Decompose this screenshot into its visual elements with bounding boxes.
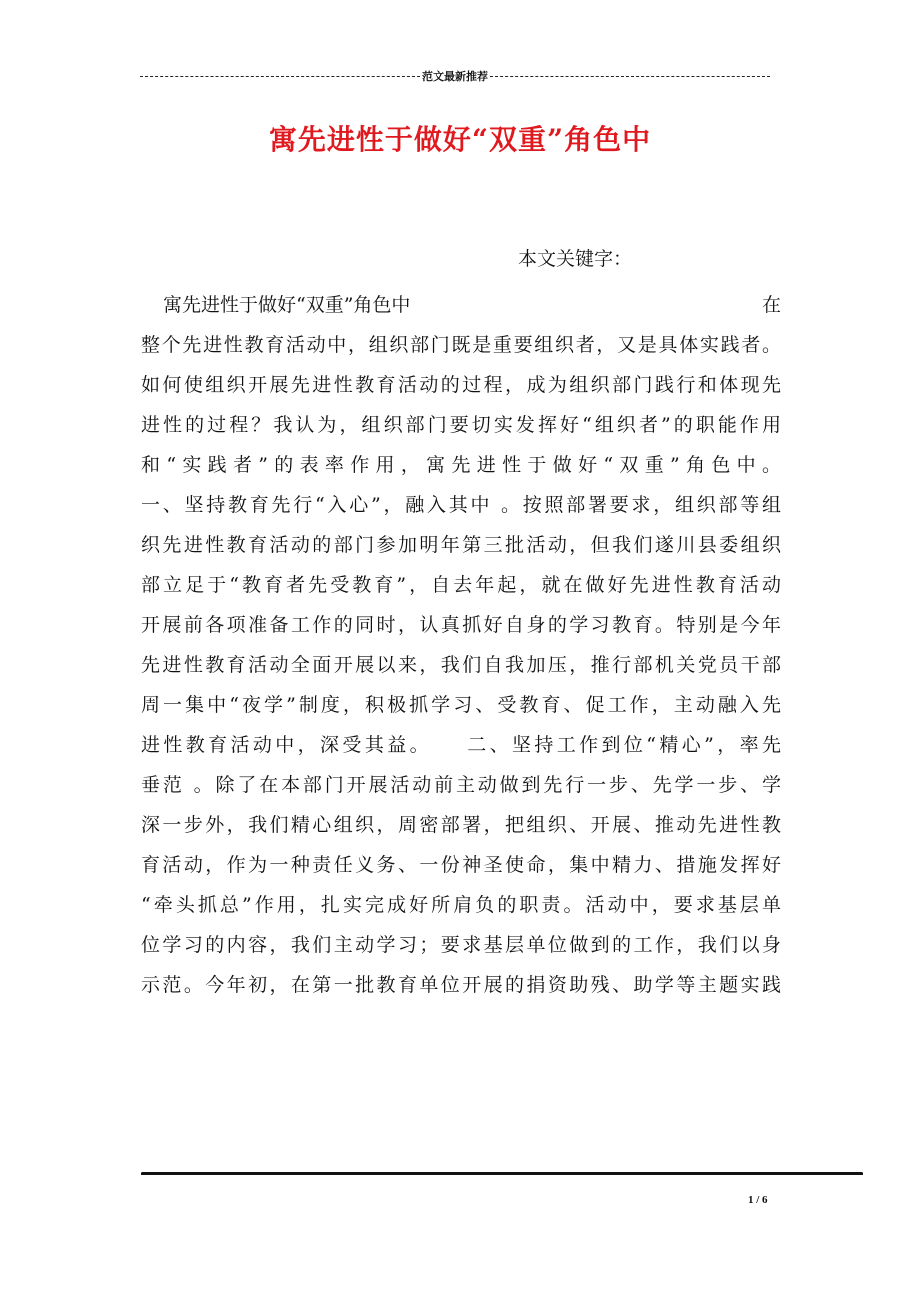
body-line: 一、坚持教育先行“入心”，融入其中 。按照部署要求，组织部等组 bbox=[141, 494, 781, 516]
body-line: 示范。今年初，在第一批教育单位开展的捐资助残、助学等主题实践 bbox=[141, 974, 781, 996]
body-line: 进性的过程？我认为，组织部门要切实发挥好“组织者”的职能作用 bbox=[141, 414, 781, 436]
footer-rule bbox=[141, 1172, 863, 1175]
document-title: 寓先进性于做好“双重”角色中 bbox=[268, 123, 652, 156]
body-line: 位学习的内容，我们主动学习；要求基层单位做到的工作，我们以身 bbox=[141, 934, 781, 956]
body-line: 和“实践者”的表率作用，寓先进性于做好“双重”角色中。 bbox=[141, 454, 781, 476]
body-line: “牵头抓总”作用，扎实完成好所肩负的职责。活动中，要求基层单 bbox=[141, 894, 781, 916]
body-line: 先进性教育活动全面开展以来，我们自我加压，推行部机关党员干部 bbox=[141, 654, 781, 676]
keywords-label: 本文关键字： bbox=[518, 248, 633, 270]
header-label: 范文最新推荐 bbox=[422, 70, 488, 83]
body-line: 整个先进性教育活动中，组织部门既是重要组织者，又是具体实践者。 bbox=[141, 334, 781, 356]
body-line: 垂范 。除了在本部门开展活动前主动做到先行一步、先学一步、学 bbox=[141, 774, 781, 796]
body-line-first-right: 在 bbox=[761, 294, 781, 316]
body-line: 织先进性教育活动的部门参加明年第三批活动，但我们遂川县委组织 bbox=[141, 534, 781, 556]
body-line: 开展前各项准备工作的同时，认真抓好自身的学习教育。特别是今年 bbox=[141, 614, 781, 636]
page-number: 1 / 6 bbox=[748, 1194, 768, 1206]
body-line-first-left: 寓先进性于做好“双重”角色中 bbox=[163, 294, 411, 316]
body-line: 部立足于“教育者先受教育”，自去年起，就在做好先进性教育活动 bbox=[141, 574, 781, 596]
body-line: 周一集中“夜学”制度，积极抓学习、受教育、促工作，主动融入先 bbox=[141, 694, 781, 716]
header-dashes-left bbox=[140, 76, 420, 77]
body-line: 育活动，作为一种责任义务、一份神圣使命，集中精力、措施发挥好 bbox=[141, 854, 781, 876]
header-dashes-right bbox=[490, 76, 770, 77]
body-line-first bbox=[141, 285, 781, 325]
body-line: 深一步外，我们精心组织，周密部署，把组织、开展、推动先进性教 bbox=[141, 814, 781, 836]
page-header bbox=[140, 66, 770, 86]
body-line: 进性教育活动中，深受其益。 二、坚持工作到位“精心”，率先 bbox=[141, 734, 781, 756]
body-line: 如何使组织开展先进性教育活动的过程，成为组织部门践行和体现先 bbox=[141, 374, 781, 396]
body-text bbox=[141, 285, 781, 1005]
